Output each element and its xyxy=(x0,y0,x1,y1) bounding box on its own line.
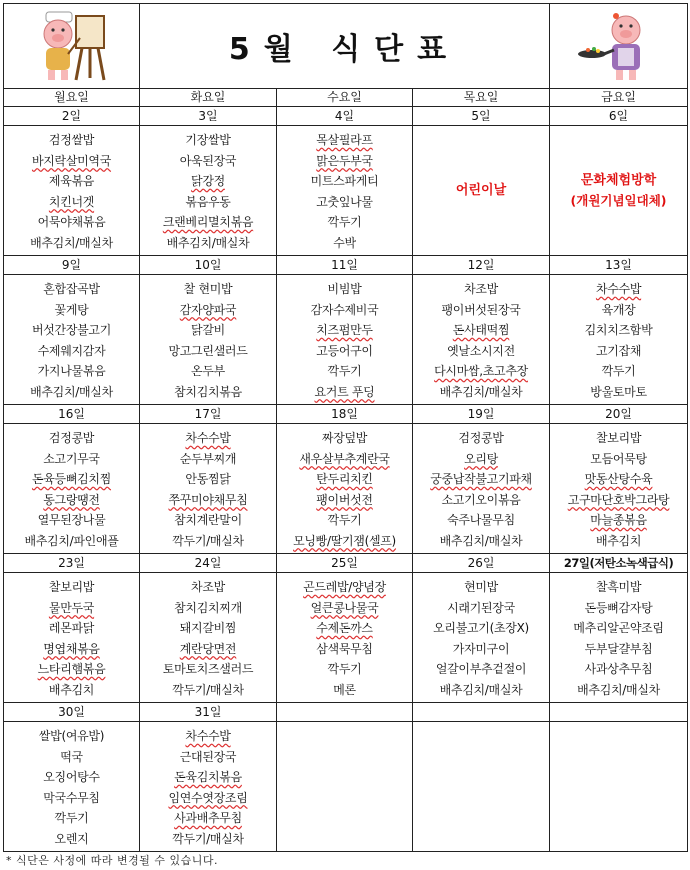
menu-item: 아욱된장국 xyxy=(179,153,237,168)
menu-cell xyxy=(277,424,413,554)
menu-item: 짜장덮밥 xyxy=(321,431,368,445)
menu-cell xyxy=(550,573,688,703)
menu-row-week3 xyxy=(4,424,688,554)
menu-item: 고춧잎나물 xyxy=(316,194,373,209)
menu-cell xyxy=(413,722,550,852)
menu-item: 사과배추무침 xyxy=(174,811,242,825)
menu-item: 곤드레밥/양념장 xyxy=(303,580,386,594)
menu-item: 육개장 xyxy=(601,302,636,317)
menu-item: 깍두기 xyxy=(327,513,362,527)
menu-item: 꽃게탕 xyxy=(54,302,89,317)
menu-cell xyxy=(4,126,140,256)
holiday-cell-school-break xyxy=(550,126,688,256)
menu-cell xyxy=(550,722,688,852)
date-cell: 11일 xyxy=(277,256,413,275)
menu-item: 찰흑미밥 xyxy=(595,580,642,594)
holiday-sublabel: (개원기념일대체) xyxy=(570,192,667,208)
menu-item: 사과상추무침 xyxy=(584,662,653,676)
menu-item: 다시마쌈,초고추장 xyxy=(434,364,528,378)
menu-item: 오렌지 xyxy=(54,831,89,846)
menu-item: 닭강정 xyxy=(191,174,225,188)
menu-item: 느타리햄볶음 xyxy=(37,662,106,676)
pig-painter-icon xyxy=(32,8,112,84)
chef-painter-illustration xyxy=(4,4,140,89)
date-cell: 23일 xyxy=(4,554,140,573)
menu-item: 임연수엿장조림 xyxy=(168,790,248,805)
menu-item: 수박 xyxy=(333,235,356,250)
menu-item: 차수수밥 xyxy=(185,431,231,445)
menu-item: 배추김치/매실차 xyxy=(439,533,523,548)
page-title: 5월 식단표 xyxy=(228,32,461,67)
date-cell: 4일 xyxy=(277,107,413,126)
menu-item: 깍두기 xyxy=(327,215,362,229)
holiday-cell-childrens-day xyxy=(413,126,550,256)
header-row xyxy=(4,4,688,89)
menu-table xyxy=(3,3,688,852)
menu-item: 동그랑땡전 xyxy=(43,492,100,507)
date-cell: 25일 xyxy=(277,554,413,573)
menu-item: 소고기오이볶음 xyxy=(441,492,521,507)
menu-item: 목살필라프 xyxy=(316,133,373,147)
chef-cook-illustration xyxy=(550,4,688,89)
menu-cell xyxy=(140,126,277,256)
menu-cell xyxy=(4,573,140,703)
menu-item: 쭈꾸미야채무침 xyxy=(168,492,248,507)
menu-item: 깍두기/매실차 xyxy=(172,831,244,846)
menu-item: 궁중납작불고기파채 xyxy=(430,472,532,486)
menu-item: 배추김치/매실차 xyxy=(166,235,250,250)
menu-item: 깍두기/매실차 xyxy=(172,533,244,548)
menu-item: 열무된장나물 xyxy=(37,513,106,527)
menu-item: 오리불고기(초장X) xyxy=(433,621,529,635)
menu-item: 배추김치/매실차 xyxy=(30,235,113,250)
menu-item: 배추김치 xyxy=(595,533,642,548)
menu-item: 찰보리밥 xyxy=(595,431,642,445)
date-cell xyxy=(550,703,688,722)
menu-item: 검정콩밥 xyxy=(458,431,504,445)
holiday-label: 어린이날 xyxy=(455,182,507,198)
menu-item: 차수수밥 xyxy=(595,282,642,296)
date-cell: 17일 xyxy=(140,405,277,424)
menu-cell xyxy=(140,424,277,554)
weekday-header-row xyxy=(4,89,688,107)
date-cell: 20일 xyxy=(550,405,688,424)
weekday-thu: 목요일 xyxy=(413,89,550,107)
menu-item: 깍두기 xyxy=(54,811,89,825)
menu-item: 돈사태떡찜 xyxy=(452,323,510,337)
date-cell: 3일 xyxy=(140,107,277,126)
date-row-week4 xyxy=(4,554,688,573)
menu-item: 참치계란말이 xyxy=(174,513,242,527)
date-cell: 16일 xyxy=(4,405,140,424)
menu-item: 배추김치/매실차 xyxy=(439,384,523,399)
menu-item: 삼색묵무침 xyxy=(316,641,373,656)
date-cell: 24일 xyxy=(140,554,277,573)
menu-item: 혼합잡곡밥 xyxy=(43,282,100,296)
date-cell-green-meal: 27일(저탄소녹색급식) xyxy=(550,554,688,573)
menu-row-week1 xyxy=(4,126,688,256)
menu-item: 돈육등뼈김치찜 xyxy=(31,472,112,486)
menu-item: 치킨너겟 xyxy=(48,194,95,209)
date-row-week3 xyxy=(4,405,688,424)
date-cell: 12일 xyxy=(413,256,550,275)
menu-item: 얼갈이부추겉절이 xyxy=(435,662,527,676)
menu-item: 메론 xyxy=(333,682,356,697)
menu-cell xyxy=(4,722,140,852)
menu-cell xyxy=(550,275,688,405)
menu-item: 어묵야채볶음 xyxy=(37,215,106,229)
menu-item: 요거트 푸딩 xyxy=(314,384,375,399)
menu-item: 떡국 xyxy=(60,749,83,764)
menu-item: 참치김치찌개 xyxy=(174,600,242,615)
menu-item: 고구마단호박그라탕 xyxy=(567,492,670,507)
menu-item: 찰 현미밥 xyxy=(183,282,233,296)
menu-item: 돈등뼈감자탕 xyxy=(584,600,653,615)
menu-item: 순두부찌개 xyxy=(179,451,237,466)
menu-item: 크랜베리멸치볶음 xyxy=(162,215,254,229)
date-cell: 5일 xyxy=(413,107,550,126)
menu-item: 쌀밥(여유밥) xyxy=(38,729,105,743)
menu-item: 소고기무국 xyxy=(43,451,100,466)
menu-item: 제육볶음 xyxy=(48,174,95,188)
menu-item: 수제웨지감자 xyxy=(37,343,106,358)
menu-item: 검정쌀밥 xyxy=(48,133,95,147)
menu-item: 얼큰콩나물국 xyxy=(310,600,379,615)
menu-item: 가지나물볶음 xyxy=(37,364,106,378)
menu-cell xyxy=(4,424,140,554)
date-row-week2 xyxy=(4,256,688,275)
menu-item: 가자미구이 xyxy=(452,641,510,656)
menu-row-week5 xyxy=(4,722,688,852)
menu-item: 팽이버섯전 xyxy=(316,492,373,507)
menu-item: 차수수밥 xyxy=(185,729,231,743)
menu-item: 근대된장국 xyxy=(179,749,237,764)
date-cell: 26일 xyxy=(413,554,550,573)
menu-item: 오리탕 xyxy=(464,451,498,466)
weekday-wed: 수요일 xyxy=(277,89,413,107)
menu-item: 볶음우동 xyxy=(185,194,231,209)
menu-item: 차조밥 xyxy=(464,282,498,296)
date-cell xyxy=(413,703,550,722)
date-row-week1 xyxy=(4,107,688,126)
menu-item: 망고그린샐러드 xyxy=(168,343,248,358)
date-cell: 19일 xyxy=(413,405,550,424)
date-cell xyxy=(277,703,413,722)
menu-item: 닭갈비 xyxy=(191,323,225,337)
menu-item: 마늘종볶음 xyxy=(590,513,647,527)
menu-item: 오징어탕수 xyxy=(43,770,100,784)
date-cell: 18일 xyxy=(277,405,413,424)
menu-item: 고기잡채 xyxy=(595,343,642,358)
menu-item: 차조밥 xyxy=(191,580,225,594)
menu-item: 돈육김치볶음 xyxy=(174,770,242,784)
menu-item: 탄두리치킨 xyxy=(316,472,373,486)
menu-item: 맑은두부국 xyxy=(316,153,373,168)
menu-item: 모듬어묵탕 xyxy=(590,451,647,466)
menu-cell xyxy=(277,573,413,703)
menu-item: 배추김치/매실차 xyxy=(577,682,660,697)
menu-item: 맛동산탕수육 xyxy=(584,472,653,486)
menu-item: 안동찜닭 xyxy=(185,472,231,486)
menu-item: 김치치즈함박 xyxy=(584,323,653,337)
menu-item: 돼지갈비찜 xyxy=(179,621,237,635)
menu-cell xyxy=(550,424,688,554)
page-title-cell xyxy=(140,4,550,89)
menu-cell xyxy=(277,722,413,852)
menu-item: 비빔밥 xyxy=(327,282,362,296)
weekday-tue: 화요일 xyxy=(140,89,277,107)
menu-item: 깍두기 xyxy=(601,364,636,378)
menu-item: 바지락살미역국 xyxy=(31,153,112,168)
weekday-fri: 금요일 xyxy=(550,89,688,107)
menu-cell xyxy=(277,126,413,256)
date-cell: 31일 xyxy=(140,703,277,722)
menu-item: 감자양파국 xyxy=(179,302,237,317)
menu-item: 현미밥 xyxy=(464,580,498,594)
menu-cell xyxy=(4,275,140,405)
date-cell: 13일 xyxy=(550,256,688,275)
weekday-mon: 월요일 xyxy=(4,89,140,107)
menu-cell xyxy=(277,275,413,405)
menu-item: 계란당면전 xyxy=(179,641,237,656)
menu-item: 토마토치즈샐러드 xyxy=(162,662,254,676)
menu-item: 고등어구이 xyxy=(316,343,373,358)
menu-item: 모닝빵/딸기잼(셀프) xyxy=(293,533,396,548)
menu-item: 찰보리밥 xyxy=(48,580,95,594)
menu-item: 시래기된장국 xyxy=(447,600,515,615)
pig-cook-icon xyxy=(574,8,664,84)
date-cell: 30일 xyxy=(4,703,140,722)
menu-item: 방울토마토 xyxy=(590,384,647,399)
menu-item: 깍두기 xyxy=(327,364,362,378)
menu-item: 두부달걀부침 xyxy=(584,641,653,656)
menu-item: 숙주나물무침 xyxy=(447,513,515,527)
menu-item: 온두부 xyxy=(191,364,225,378)
date-cell: 9일 xyxy=(4,256,140,275)
menu-item: 깍두기 xyxy=(327,662,362,676)
menu-item: 미트스파게티 xyxy=(310,174,379,188)
menu-item: 배추김치 xyxy=(48,682,95,697)
menu-item: 새우살부추계란국 xyxy=(299,451,390,466)
menu-item: 옛날소시지전 xyxy=(447,343,515,358)
menu-item: 팽이버섯된장국 xyxy=(441,302,521,317)
menu-item: 수제돈까스 xyxy=(316,621,373,635)
menu-item: 명엽채볶음 xyxy=(43,641,100,656)
menu-item: 감자수제비국 xyxy=(310,302,379,317)
date-cell: 10일 xyxy=(140,256,277,275)
menu-cell xyxy=(140,722,277,852)
menu-row-week4 xyxy=(4,573,688,703)
menu-item: 배추김치/매실차 xyxy=(439,682,523,697)
menu-item: 물만두국 xyxy=(48,600,95,615)
menu-item: 메추리알곤약조림 xyxy=(573,621,664,635)
menu-item: 막국수무침 xyxy=(43,790,100,805)
menu-item: 배추김치/매실차 xyxy=(30,384,113,399)
footnote: * 식단은 사정에 따라 변경될 수 있습니다. xyxy=(6,854,218,867)
menu-cell xyxy=(413,424,550,554)
date-cell: 2일 xyxy=(4,107,140,126)
menu-sheet xyxy=(3,3,687,852)
menu-item: 버섯간장불고기 xyxy=(31,323,112,337)
menu-item: 검정콩밥 xyxy=(48,431,95,445)
menu-item: 기장쌀밥 xyxy=(185,133,231,147)
menu-cell xyxy=(413,275,550,405)
menu-cell xyxy=(140,275,277,405)
menu-item: 깍두기/매실차 xyxy=(172,682,244,697)
menu-item: 배추김치/파인애플 xyxy=(24,533,119,548)
menu-item: 참치김치볶음 xyxy=(174,384,242,399)
menu-cell xyxy=(140,573,277,703)
menu-item: 치즈펌만두 xyxy=(316,323,373,337)
date-row-week5 xyxy=(4,703,688,722)
menu-item: 레몬파닭 xyxy=(48,621,95,635)
holiday-label: 문화체험방학 xyxy=(580,172,657,188)
menu-cell xyxy=(413,573,550,703)
date-cell: 6일 xyxy=(550,107,688,126)
menu-row-week2 xyxy=(4,275,688,405)
